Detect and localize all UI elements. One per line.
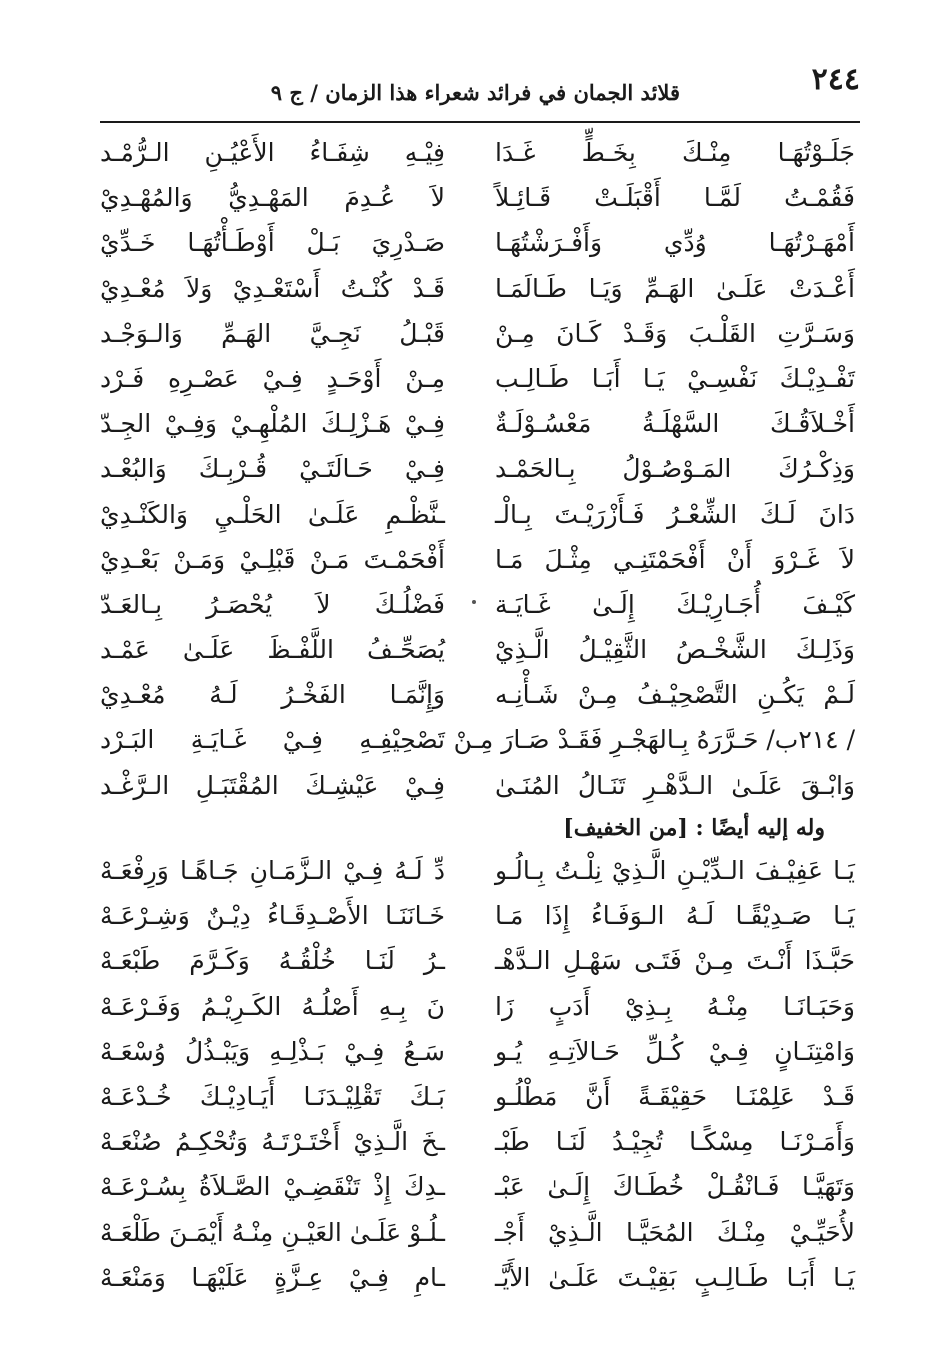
verse-line: ـنَّظْـمِ عَلَـىٰ الحَلْـيِ وَالكَنْـدِيْ	[100, 499, 445, 529]
verse-line: فَقُمْـتُ لَمَّـا أَقْبَلَـتْ قَـائِـلاً	[495, 183, 855, 213]
verse-line: سَـعُ فِـيْ بَـذْلِـهِ وَيَبْـذُلُ وُسْعَـهْ	[100, 1036, 445, 1066]
verse-line: فِيْـهِ شِفَـاءُ الأَعْيُـنِ الـرُّمْـد	[100, 138, 445, 167]
verse-line: لأُحَيِّـيْ مِنْـكَ المُحَيَّـا الَّـذِيْ أَجْـ	[495, 1217, 855, 1247]
poem1-first-hemistichs	[453, 130, 855, 808]
verse-line: لاَ غَـرْوَ أَنْ أَفْحَمْتَنِـي مِثْـلَ مَـا	[495, 544, 855, 574]
poem2-first-hemistichs	[495, 848, 855, 1300]
verse-line: كَيْـفَ أُجَـارِيْـكَ إِلَـىٰ غَـايَـة	[495, 589, 855, 619]
verse-line: أَخْـلاَقُـكَ السَّهْلَـةُ مَعْسُـوْلَـةٌ	[495, 409, 855, 439]
verse-line: قَـدْ عَلِمْنَـا حَقِيْقَـةً أَنَّ مَطْلُـو	[495, 1081, 855, 1111]
verse-line: قَـدْ كُنْـتُ أَسْتَعْـدِيْ وَلاَ مُعْـدِيْ	[100, 273, 445, 303]
verse-line: فِـيْ حَـالَتَـيْ قُـرْبِـكَ وَالبُعْـد	[100, 454, 445, 484]
running-title: قلائد الجمان في فرائد شعراء هذا الزمان / ج ٩	[270, 80, 680, 105]
verse-line: خَـانَنَـا الأَصْـدِقَـاءُ دِيْـنٌ وَشِـرْعَـهْ	[100, 901, 445, 931]
verse-line: وَامْتِنَـانٍ فِـيْ كُـلِّ حَـالاَتِـهِ يُـو	[495, 1036, 855, 1066]
verse-line: لاَ عُـدِمَ المَهْـدِيُّ وَالمُهْـدِيْ	[100, 183, 445, 213]
verse-line: يَـا أَبَـا طَـالِـبٍ بَقِيْـتَ عَلَـىٰ الأَيَّـ	[495, 1262, 855, 1292]
verse-line: يَـا صَـدِيْقًـا لَـهُ الـوَفَـاءُ إِذَا مَـا	[495, 901, 855, 931]
verse-line: تَفْـدِيْـكَ نَفْسِـيْ يَـا أَبَـا طَـالِـب	[495, 363, 855, 393]
verse-line: ـخَ الَّـذِيْ أَخْتَـرْتَـهُ وَتُحْكِـمُ صُنْعَـهْ	[100, 1127, 445, 1157]
verse-line: جَلَـوْتُهَـا مِنْـكَ بِخَـطٍّ غَـدَا	[495, 138, 855, 167]
verse-line: وَذَلِـكَ الشَّخْـصُ الثَّقِيْـلُ الَّـذِيْ	[495, 635, 855, 665]
verse-line: أَعْـدَتْ عَلَـىٰ الهَـمِّ وَيَـا طَـالَمَـا	[495, 273, 855, 303]
verse-line: لَـمْ يَكُـنِ التَّصْحِيْـفُ مِـنْ شَـأْنِـه	[495, 680, 855, 710]
poem1-second-hemistichs	[100, 130, 445, 808]
verse-line: حَبَّـذَا أَنْـتَ مِـنْ فَتَـى سَهْـلِ الـدَّهْـ	[495, 946, 855, 976]
verse-line: نَ بِـهِ أَصْلُـهُ الكَـرِيْـمُ وَفَـرْعَـهْ	[100, 991, 445, 1021]
header-rule	[100, 121, 860, 123]
verse-line: وَسَـرَّتِ القَلْـبَ وَقَـدْ كَـانَ مِـنْ	[495, 318, 855, 348]
verse-line: وَتَهَيَّـا فَـانْقُـلْ خُطَـاكَ إِلَـىٰ عَبْـ	[495, 1172, 855, 1202]
verse-line: وَأَمَـرْنَـا مِسْكًـا تُجِيْـدُ لَنَـا طَبْـ	[495, 1127, 855, 1157]
verse-line: يَـا عَفِيْـفَ الـدِّيْـنِ الَّـذِيْ نِلْـتُ بِـالُـو	[495, 856, 855, 885]
verse-line: وَابْـقَ عَلَـىٰ الـدَّهْـرِ تَنَـالُ المُنَـىٰ	[495, 770, 855, 800]
verse-line: صَـدْرِيَ بَـلْ أَوْطَـأْتُهَـا خَـدِّيْ	[100, 228, 445, 258]
page-header	[100, 62, 860, 118]
verse-line: ـدِكَ إِذْ تَنْقَضِـيْ الصَّـلاَةُ بِسُـرْعَـهْ	[100, 1172, 445, 1202]
margin-dot	[472, 600, 476, 604]
verse-line: وَحَبَـانَـا مِنْـهُ بِـذِيْ أَدَبٍ زَا	[495, 991, 855, 1021]
verse-line: مِـنْ أَوْحَـدٍ فِـيْ عَصْـرِهِ فَـرْد	[100, 363, 445, 393]
verse-line: فَضْلُـكَ لاَ يُحْصَـرُ بِـالعَـدّ	[100, 589, 445, 619]
verse-line: أَمْهَـرْتُهَـا وُدِّي وَأَفْـرَشْتُهَـا	[495, 228, 855, 258]
poem-intro-heading: وله إليه أيضًا : [من الخفيف]	[563, 815, 825, 841]
verse-line: بَـكَ تَقْلِيْـدَنَـا أَيَـادِيْـكَ خُـدْعَـهْ	[100, 1081, 445, 1111]
poem2-second-hemistichs	[100, 848, 445, 1300]
verse-line: ـامِ فِـيْ عِـزَّةٍ عَلَيْهَـا وَمَنْعَـهْ	[100, 1262, 445, 1292]
verse-line: أَفْحَمْـتَ مَـنْ قَبْلِـيْ وَمَـنْ بَعْـدِيْ	[100, 544, 445, 574]
verse-line: دَانَ لَـكَ الشِّعْـرُ فَـأَزْرَيْـتَ بِـالْـ	[495, 499, 855, 529]
verse-line: ـلُـوْ عَلَـىٰ العَيْـنِ مِنْـهُ أَيْمَـنَ طَلْعَـهْ	[100, 1217, 445, 1247]
verse-line: يُصَحِّـفُ اللَّفْـظَ عَلَـىٰ عَمْـد	[100, 635, 445, 665]
verse-line: ـرُ لَنَـا خُلْقُـهُ وَكَـرَّمَ طَبْعَـهْ	[100, 946, 445, 976]
verse-line: / ٢١٤ب/ حَـرَّرَهُ بِـالهَجْـرِ فَقَـدْ صَـارَ مِـنْ	[453, 725, 855, 755]
page-number: ٢٤٤	[811, 62, 860, 97]
verse-line: قَبْـلُ نَجِـيَّ الهَـمِّ وَالـوَجْـد	[100, 318, 445, 348]
verse-line: وَإِنَّمَـا الفَخْـرُ لَـهُ مُعْـدِيْ	[100, 680, 445, 710]
verse-line: وَذِكْـرُكَ المَـوْصُـوْلُ بِـالحَمْـد	[495, 454, 855, 484]
verse-line: دِّ لَـهُ فِـيْ الـزَّمَـانِ جَـاهًـا وَرِفْعَـهْ	[100, 856, 445, 885]
verse-line: تَصْحِيْفِـهِ فِـيْ غَـايَـةِ البَـرْد	[100, 725, 445, 755]
verse-line: فِـيْ هَـزْلِـكَ المُلْهِـيْ وَفِـيْ الجِـدّ	[100, 409, 445, 439]
verse-line: فِـيْ عَيْشِـكَ المُقْتَبَـلِ الـرَّغْـد	[100, 770, 445, 800]
